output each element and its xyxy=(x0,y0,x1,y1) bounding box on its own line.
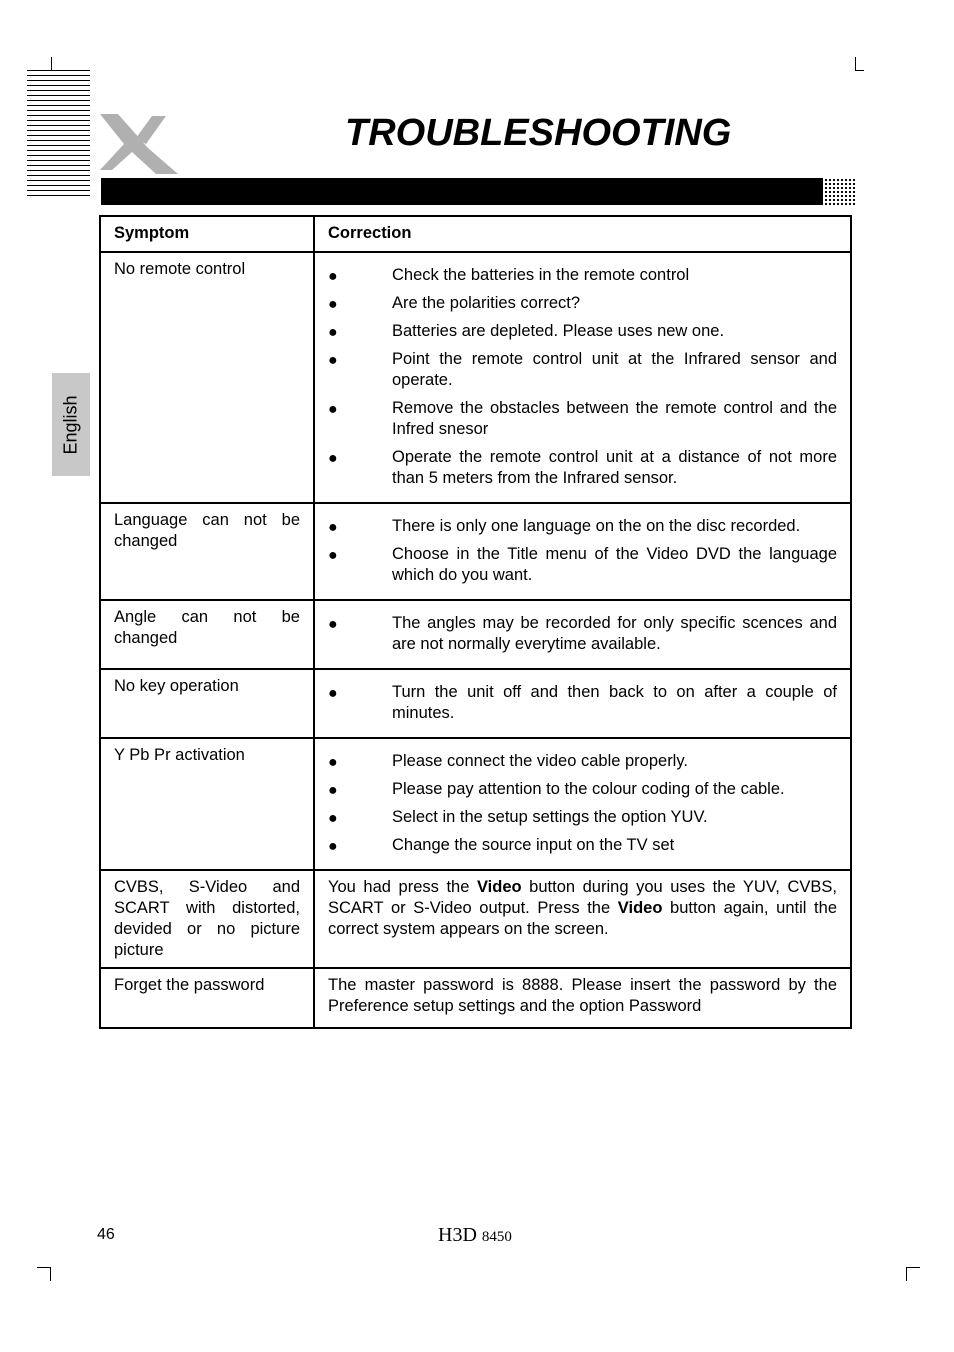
bullet-icon: ● xyxy=(328,352,338,369)
table-row xyxy=(100,252,851,503)
bullet-icon: ● xyxy=(328,782,338,799)
header-symptom: Symptom xyxy=(100,216,314,252)
list-item: ● The angles may be recorded for only specific scences and are not normally everytime available. xyxy=(328,614,837,653)
table-row xyxy=(100,870,851,968)
bullet-icon: ● xyxy=(328,838,338,855)
table-row xyxy=(100,669,851,738)
bullet-icon: ● xyxy=(328,450,338,467)
crop-mark-top-right-h xyxy=(855,70,864,71)
bullet-icon: ● xyxy=(328,616,338,633)
page-number: 46 xyxy=(97,1226,115,1243)
bullet-icon: ● xyxy=(328,324,338,341)
bullet-icon: ● xyxy=(328,685,338,702)
symptom-cell: Forget the password xyxy=(100,968,314,1028)
symptom-cell: No remote control xyxy=(100,252,314,503)
bullet-icon: ● xyxy=(328,519,338,536)
video-button-label: Video xyxy=(476,878,522,896)
bullet-icon: ● xyxy=(328,754,338,771)
header-bar-dot-pattern xyxy=(820,178,856,205)
list-item: ● Are the polarities correct? xyxy=(328,294,581,313)
correction-cell xyxy=(314,669,851,738)
correction-list xyxy=(328,265,837,489)
bullet-icon: ● xyxy=(328,810,338,827)
header-bar xyxy=(101,178,823,205)
list-item: ● Choose in the Title menu of the Video DVD the language which do you want. xyxy=(328,545,837,584)
correction-list xyxy=(328,751,837,856)
list-item: ● Batteries are depleted. Please uses new one. xyxy=(328,322,725,341)
crop-mark-top-left-v xyxy=(51,57,52,71)
bullet-icon: ● xyxy=(328,547,338,564)
list-item: ● Change the source input on the TV set xyxy=(328,836,675,855)
correction-list xyxy=(328,613,837,655)
video-button-label: Video xyxy=(617,899,663,917)
symptom-cell: No key operation xyxy=(100,669,314,738)
correction-list xyxy=(328,516,837,586)
correction-cell xyxy=(314,738,851,870)
table-row xyxy=(100,968,851,1028)
page-title: TROUBLESHOOTING xyxy=(345,112,732,154)
language-side-tab-label: English xyxy=(60,394,81,455)
crop-mark-bottom-left-v xyxy=(50,1267,51,1281)
list-item: ● There is only one language on the on the disc recorded. xyxy=(328,517,801,536)
list-item: ● Turn the unit off and then back to on after a couple of minutes. xyxy=(328,683,837,722)
bullet-icon: ● xyxy=(328,268,338,285)
troubleshooting-table xyxy=(99,215,852,1029)
striped-margin-graphic xyxy=(27,70,90,200)
table-row xyxy=(100,503,851,600)
list-item: ● Remove the obstacles between the remote control and the Infred snesor xyxy=(328,399,837,438)
language-side-tab xyxy=(52,373,90,476)
symptom-cell: CVBS, S-Video and SCART with distorted, devided or no picture picture xyxy=(100,870,314,968)
list-item: ● Operate the remote control unit at a distance of not more than 5 meters from the Infrared sensor. xyxy=(328,448,837,487)
list-item: ● Check the batteries in the remote control xyxy=(328,266,690,285)
symptom-cell: Angle can not be changed xyxy=(100,600,314,669)
correction-list xyxy=(328,682,837,724)
table-row xyxy=(100,738,851,870)
list-item: ● Please pay attention to the colour coding of the cable. xyxy=(328,780,785,799)
symptom-cell: Language can not be changed xyxy=(100,503,314,600)
crop-mark-bottom-left-h xyxy=(37,1267,51,1268)
list-item: ● Point the remote control unit at the Infrared sensor and operate. xyxy=(328,350,837,389)
correction-cell xyxy=(314,252,851,503)
bullet-icon: ● xyxy=(328,401,338,418)
brand-x-logo xyxy=(96,108,196,178)
crop-mark-top-right-v xyxy=(855,57,856,71)
model-name: H3D 8450 xyxy=(438,1224,512,1246)
list-item: ● Please connect the video cable properly. xyxy=(328,752,688,771)
header-correction: Correction xyxy=(314,216,851,252)
correction-cell xyxy=(314,600,851,669)
crop-mark-bottom-right-h xyxy=(906,1267,920,1268)
correction-cell xyxy=(314,503,851,600)
table-row xyxy=(100,600,851,669)
correction-cell: The master password is 8888. Please insert the password by the Preference setup settings and the option Password xyxy=(314,968,851,1028)
symptom-cell: Y Pb Pr activation xyxy=(100,738,314,870)
list-item: ● Select in the setup settings the option YUV. xyxy=(328,808,708,827)
table-header-row xyxy=(100,216,851,252)
correction-cell: You had press the Video button during you uses the YUV, CVBS, SCART or S-Video output. Press the Video button again, until the correct system appears on the screen. xyxy=(314,870,851,968)
crop-mark-bottom-right-v xyxy=(906,1267,907,1281)
bullet-icon: ● xyxy=(328,296,338,313)
